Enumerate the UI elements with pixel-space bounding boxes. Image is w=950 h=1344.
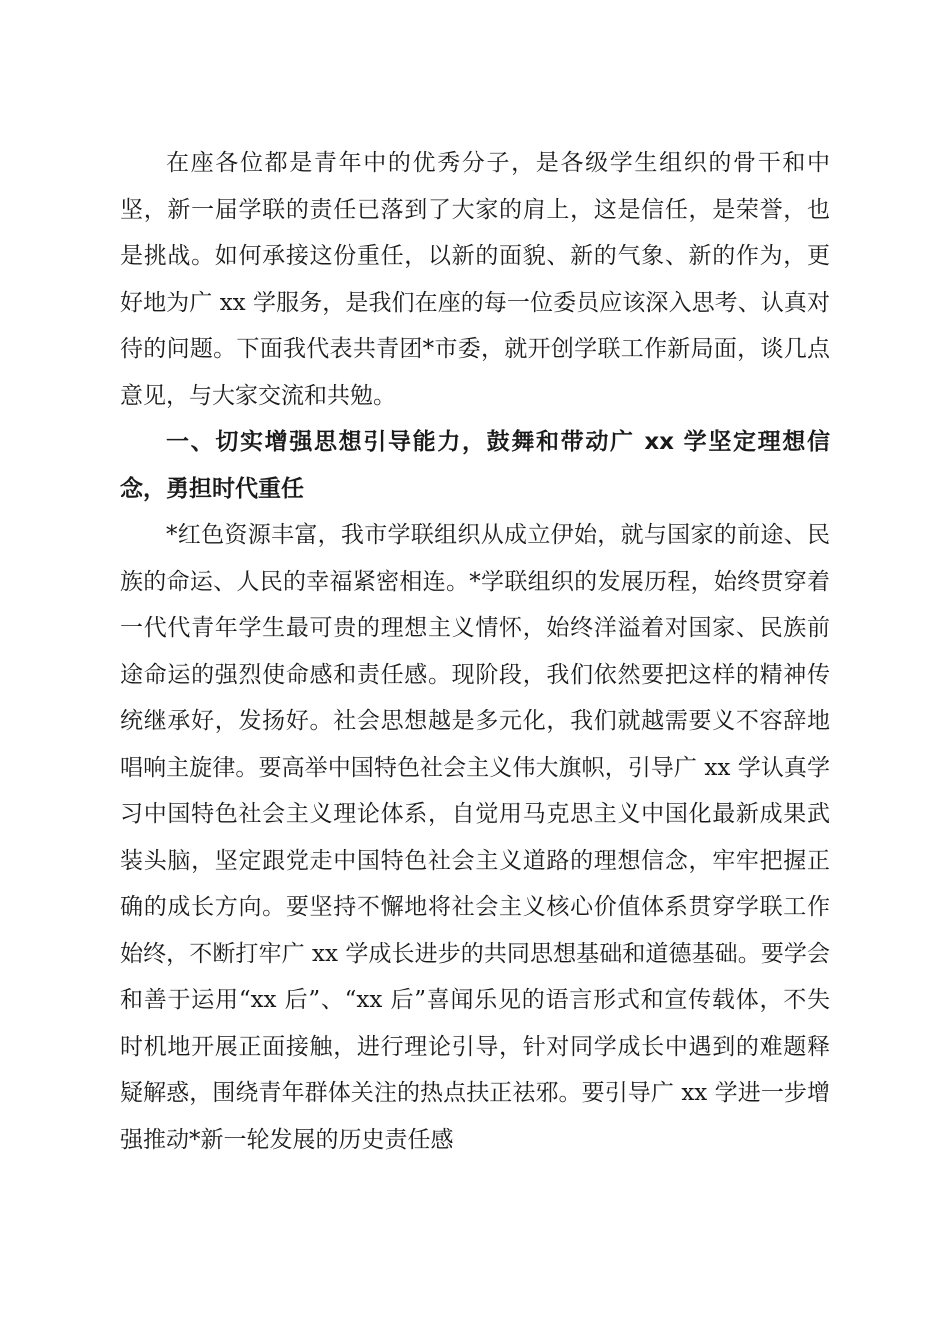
intro-paragraph: 在座各位都是青年中的优秀分子，是各级学生组织的骨干和中坚，新一届学联的责任已落到了大家的肩上，这是信任，是荣誉，也是挑战。如何承接这份重任，以新的面貌、新的气象、新的作为，更好地为广 xx 学服务，是我们在座的每一位委员应该深入思考、认真对待的问题。下面我代表共青团*市委，就开创学联工作新局面，谈几点意见，与大家交流和共勉。 — [120, 150, 830, 409]
document-body — [120, 140, 830, 1163]
section-1-heading: 一、切实增强思想引导能力，鼓舞和带动广 xx 学坚定理想信念，勇担时代重任 — [120, 429, 830, 502]
section-1-body-paragraph: *红色资源丰富，我市学联组织从成立伊始，就与国家的前途、民族的命运、人民的幸福紧密相连。*学联组织的发展历程，始终贯穿着一代代青年学生最可贵的理想主义情怀，始终洋溢着对国家、民族前途命运的强烈使命感和责任感。现阶段，我们依然要把这样的精神传统继承好，发扬好。社会思想越是多元化，我们就越需要义不容辞地唱响主旋律。要高举中国特色社会主义伟大旗帜，引导广 xx 学认真学习中国特色社会主义理论体系，自觉用马克思主义中国化最新成果武装头脑，坚定跟党走中国特色社会主义道路的理想信念，牢牢把握正确的成长方向。要坚持不懈地将社会主义核心价值体系贯穿学联工作始终，不断打牢广 xx 学成长进步的共同思想基础和道德基础。要学会和善于运用“xx 后”、“xx 后”喜闻乐见的语言形式和宣传载体，不失时机地开展正面接触，进行理论引导，针对同学成长中遇到的难题释疑解惑，围绕青年群体关注的热点扶正祛邪。要引导广 xx 学进一步增强推动*新一轮发展的历史责任感 — [120, 522, 830, 1153]
